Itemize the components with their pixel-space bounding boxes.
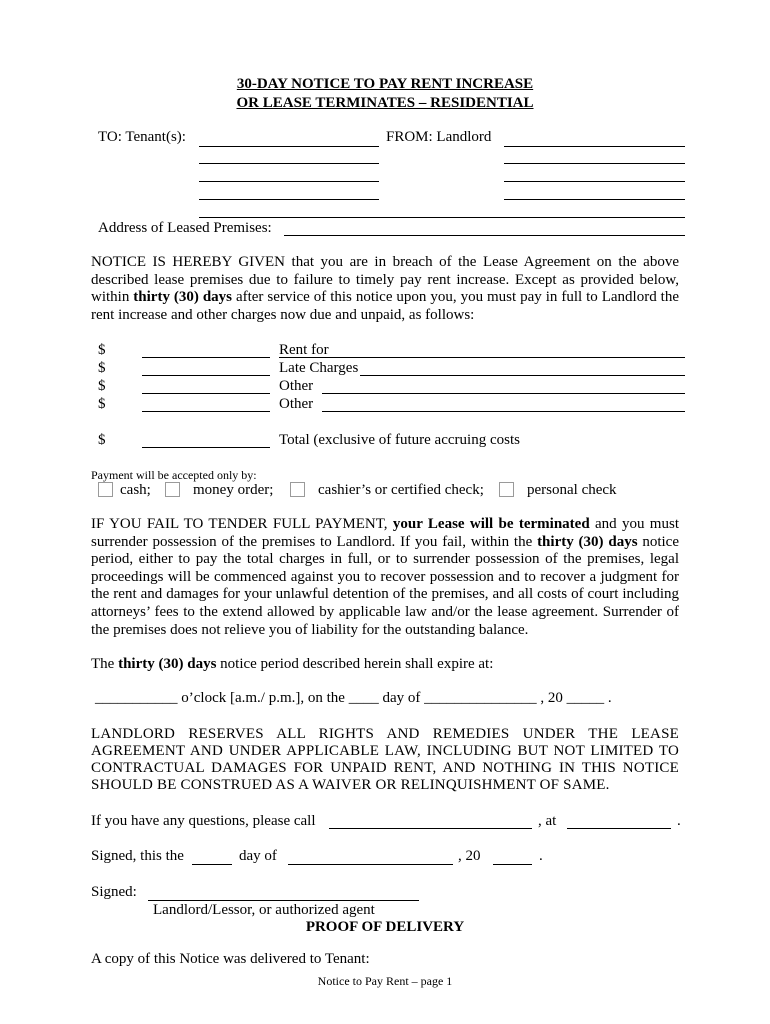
amount-field-2[interactable] xyxy=(142,375,270,376)
address-label: Address of Leased Premises: xyxy=(98,220,272,236)
rent-for-line[interactable] xyxy=(279,357,685,358)
questions-at: , at xyxy=(538,813,557,829)
charge-label-other-1: Other xyxy=(279,378,314,394)
signature-caption: Landlord/Lessor, or authorized agent xyxy=(153,902,375,918)
reserves-line-4: SHOULD BE CONSTRUED AS A WAIVER OR RELINQUISHMENT OF SAME. xyxy=(91,777,610,793)
money-order-label: money order; xyxy=(193,482,274,498)
signed-year-field[interactable] xyxy=(493,864,532,865)
page-footer: Notice to Pay Rent – page 1 xyxy=(317,974,453,988)
address-line-1[interactable] xyxy=(199,217,685,218)
signed-end: . xyxy=(539,848,543,864)
address-line-2[interactable] xyxy=(284,235,685,236)
total-amount-field[interactable] xyxy=(142,447,270,448)
amount-field-3[interactable] xyxy=(142,393,270,394)
charge-label-late: Late Charges xyxy=(279,360,359,376)
signature-line[interactable] xyxy=(148,900,419,901)
expire-date-line: ___________ o’clock [a.m./ p.m.], on the ____ day of _______________ , 20 _____ . xyxy=(95,690,612,706)
other-line-2[interactable] xyxy=(322,411,685,412)
dollar-sign-3: $ xyxy=(98,378,106,394)
signed-label: Signed: xyxy=(91,884,137,900)
expire-year-field[interactable]: _____ xyxy=(566,690,605,706)
reserves-line-1: LANDLORD RESERVES ALL RIGHTS AND REMEDIES UNDER THE LEASE xyxy=(91,726,679,742)
title-line-2: OR LEASE TERMINATES – RESIDENTIAL xyxy=(236,95,534,111)
to-tenant-label: TO: Tenant(s): xyxy=(98,129,186,145)
cashiers-check-checkbox[interactable] xyxy=(290,482,305,497)
signed-year-label: , 20 xyxy=(458,848,481,864)
phone-field[interactable] xyxy=(329,828,532,829)
tenant-name-line-1[interactable] xyxy=(199,146,379,147)
charge-label-other-2: Other xyxy=(279,396,314,412)
notice-paragraph: NOTICE IS HEREBY GIVEN that you are in breach of the Lease Agreement on the above described lease premises due to failure to timely pay rent increase. Except as provided below, within thirty (30) days after service of this notice upon you, you must pay in full to Landlord the rent increase and other charges now due and unpaid, as follows: xyxy=(91,254,679,323)
signed-month-field[interactable] xyxy=(288,864,453,865)
questions-end: . xyxy=(677,813,681,829)
personal-check-checkbox[interactable] xyxy=(499,482,514,497)
dollar-sign-4: $ xyxy=(98,396,106,412)
landlord-name-line-2[interactable] xyxy=(504,163,685,164)
tenant-name-line-3[interactable] xyxy=(199,181,379,182)
personal-check-label: personal check xyxy=(527,482,617,498)
charge-label-rent: Rent for xyxy=(279,342,329,358)
dollar-sign-total: $ xyxy=(98,432,106,448)
amount-field-1[interactable] xyxy=(142,357,270,358)
expire-sentence: The thirty (30) days notice period described herein shall expire at: xyxy=(91,656,494,672)
expire-month-field[interactable]: _______________ xyxy=(424,690,537,706)
money-order-checkbox[interactable] xyxy=(165,482,180,497)
cash-label: cash; xyxy=(120,482,151,498)
contact-at-field[interactable] xyxy=(567,828,671,829)
signed-this-label: Signed, this the xyxy=(91,848,184,864)
landlord-name-line-3[interactable] xyxy=(504,181,685,182)
signed-day-field[interactable] xyxy=(192,864,232,865)
expire-day-field[interactable]: ____ xyxy=(348,690,379,706)
landlord-name-line-1[interactable] xyxy=(504,146,685,147)
reserves-line-2: AGREEMENT AND UNDER APPLICABLE LAW, INCLUDING BUT NOT LIMITED TO xyxy=(91,743,679,759)
questions-label: If you have any questions, please call xyxy=(91,813,316,829)
cashiers-check-label: cashier’s or certified check; xyxy=(318,482,484,498)
other-line-1[interactable] xyxy=(322,393,685,394)
late-charges-line[interactable] xyxy=(360,375,685,376)
dollar-sign-2: $ xyxy=(98,360,106,376)
from-landlord-label: FROM: Landlord xyxy=(386,129,492,145)
expire-time-field[interactable]: ___________ xyxy=(95,690,178,706)
tenant-name-line-2[interactable] xyxy=(199,163,379,164)
title-line-1: 30-DAY NOTICE TO PAY RENT INCREASE xyxy=(236,76,534,92)
total-label: Total (exclusive of future accruing costs xyxy=(279,432,520,448)
tenant-name-line-4[interactable] xyxy=(199,199,379,200)
proof-text: A copy of this Notice was delivered to Tenant: xyxy=(91,951,370,967)
dollar-sign-1: $ xyxy=(98,342,106,358)
cash-checkbox[interactable] xyxy=(98,482,113,497)
signed-day-of: day of xyxy=(239,848,277,864)
reserves-line-3: CONTRACTUAL DAMAGES FOR UNPAID RENT, AND NOTHING IN THIS NOTICE xyxy=(91,760,679,776)
landlord-name-line-4[interactable] xyxy=(504,199,685,200)
payment-label: Payment will be accepted only by: xyxy=(91,468,257,482)
proof-heading: PROOF OF DELIVERY xyxy=(305,919,465,935)
failure-paragraph: IF YOU FAIL TO TENDER FULL PAYMENT, your Lease will be terminated and you must surrender possession of the premises to Landlord. If you fail, within the thirty (30) days notice period, either to pay the total charges in full, or to surrender possession of the premises, legal proceedings will be commenced against you to recover possession and to recover a judgment for the rent and damages for your unlawful detention of the premises, and all costs of court including attorneys’ fees to the extend allowed by applicable law and/or the lease agreement. Surrender of the premises does not relieve you of liability for the outstanding balance. xyxy=(91,516,679,638)
amount-field-4[interactable] xyxy=(142,411,270,412)
